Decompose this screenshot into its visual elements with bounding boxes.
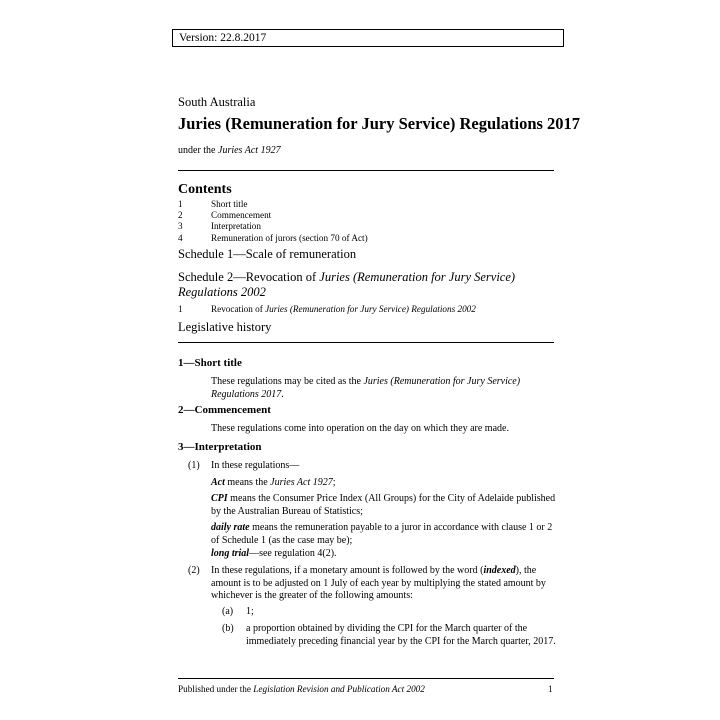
toc-item[interactable] (178, 199, 554, 210)
footer-publication: Published under the Legislation Revision and Publication Act 2002 (178, 684, 425, 694)
toc-item-label: Commencement (211, 210, 272, 221)
version-box: Version: 22.8.2017 (172, 29, 564, 47)
toc-schedule-1[interactable]: Schedule 1—Scale of remuneration (178, 247, 357, 261)
subsection-number: (1) (188, 460, 200, 471)
section-text-commencement: These regulations come into operation on the day on which they are made. (211, 423, 509, 434)
toc-item-label: Short title (211, 199, 248, 209)
definition-daily-rate: daily rate means the remuneration payable to a juror in accordance with clause 1 or 2 of Schedule 1 (as the case may be); (211, 522, 553, 546)
definition-act: Act means the Juries Act 1927; (211, 477, 336, 488)
toc-item-num: 1 (178, 199, 183, 209)
section-heading-commencement: 2—Commencement (178, 404, 271, 416)
divider (178, 342, 554, 343)
toc-item[interactable] (178, 221, 554, 232)
paragraph-text: a proportion obtained by dividing the CPI for the March quarter of the immediately preceding financial year by the CPI for the March quarter, 2017. (246, 623, 556, 647)
section-heading-interpretation: 3—Interpretation (178, 441, 262, 453)
toc-legislative-history[interactable]: Legislative history (178, 320, 272, 334)
toc-item-num: 3 (178, 221, 183, 232)
page-number: 1 (548, 684, 553, 694)
subsection-text: In these regulations— (211, 460, 300, 471)
enabling-act: under the Juries Act 1927 (178, 145, 281, 156)
contents-heading: Contents (178, 182, 232, 197)
enabling-act-name: Juries Act 1927 (218, 145, 281, 156)
definition-long-trial: long trial—see regulation 4(2). (211, 548, 337, 559)
toc-item-label: Interpretation (211, 221, 261, 232)
paragraph-text: 1; (246, 606, 254, 617)
divider (178, 170, 554, 171)
toc-item[interactable] (178, 233, 554, 244)
section-text-short-title: These regulations may be cited as the Juries (Remuneration for Jury Service) Regulations 2017. (211, 376, 521, 400)
paragraph-number: (b) (222, 623, 234, 634)
definition-cpi: CPI means the Consumer Price Index (All Groups) for the City of Adelaide published by the Australian Bureau of Statistics; (211, 493, 556, 517)
contents-list (178, 199, 554, 244)
document-title: Juries (Remuneration for Jury Service) Regulations 2017 (178, 114, 581, 133)
paragraph-number: (a) (222, 606, 234, 617)
jurisdiction: South Australia (178, 95, 256, 109)
subsection-text: In these regulations, if a monetary amount is followed by the word (indexed), the amount is to be adjusted on 1 July of each year by multiplying the stated amount by whichever is the greater of the following amounts: (211, 565, 546, 601)
subsection-number: (2) (188, 565, 200, 576)
toc-item-num: 4 (178, 232, 183, 243)
footer-divider (178, 678, 554, 679)
toc-schedule-2[interactable]: Schedule 2—Revocation of Juries (Remuneration for Jury Service) Regulations 2002 (178, 270, 516, 299)
toc-item[interactable] (178, 210, 554, 221)
toc-item-num: 2 (178, 210, 183, 221)
section-heading-short-title: 1—Short title (178, 357, 242, 369)
toc-item-label: Remuneration of jurors (section 70 of Act) (211, 232, 368, 243)
toc-schedule-2-item[interactable]: 1 Revocation of Juries (Remuneration for Jury Service) Regulations 2002 (178, 304, 476, 314)
